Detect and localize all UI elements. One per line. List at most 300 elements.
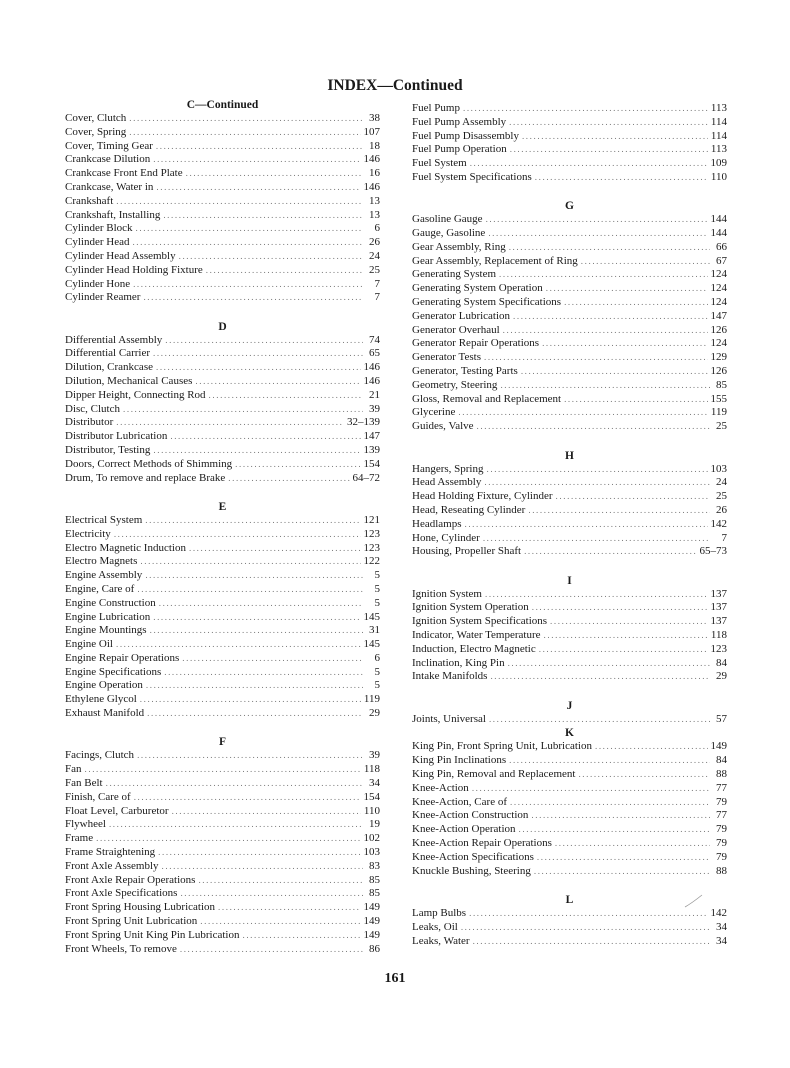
dot-leader: [469, 907, 707, 921]
entry-page-number: 155: [710, 392, 727, 405]
dot-leader: [508, 657, 710, 671]
dot-leader: [542, 337, 707, 351]
index-entry: [65, 278, 380, 292]
index-entry: [412, 227, 727, 241]
entry-page-number: 146: [363, 153, 380, 166]
dot-leader: [461, 921, 710, 935]
index-entry: [412, 921, 727, 935]
entry-label: Engine Specifications: [65, 665, 162, 678]
entry-label: Cylinder Block: [65, 222, 133, 235]
section-g-list: [412, 213, 727, 434]
dot-leader: [484, 476, 710, 490]
index-entry: [65, 458, 380, 472]
dot-leader: [153, 347, 363, 361]
index-entry: [65, 140, 380, 154]
entry-page-number: 124: [710, 268, 727, 281]
entry-page-number: 137: [710, 601, 727, 614]
entry-label: Electricity: [65, 527, 111, 540]
entry-label: Front Spring Unit King Pin Lubrication: [65, 928, 240, 941]
entry-page-number: 7: [374, 291, 380, 304]
index-entry: [412, 907, 727, 921]
entry-label: Gear Assembly, Replacement of Ring: [412, 254, 578, 267]
section-f-continued-list: [412, 102, 727, 185]
index-entry: [412, 796, 727, 810]
dot-leader: [521, 365, 708, 379]
entry-page-number: 83: [369, 859, 380, 872]
entry-label: Cover, Timing Gear: [65, 139, 153, 152]
dot-leader: [477, 420, 710, 434]
index-entry: [412, 351, 727, 365]
entry-page-number: 154: [363, 457, 380, 470]
entry-page-number: 139: [363, 444, 380, 457]
index-entry: [65, 652, 380, 666]
dot-leader: [116, 638, 361, 652]
index-entry: [65, 583, 380, 597]
index-entry: [412, 740, 727, 754]
entry-label: Generating System Operation: [412, 282, 543, 295]
dot-leader: [510, 796, 710, 810]
entry-page-number: 144: [710, 227, 727, 240]
index-entry: [65, 195, 380, 209]
entry-label: Cover, Clutch: [65, 112, 127, 124]
page-number: 161: [384, 971, 406, 986]
entry-page-number: 31: [369, 624, 380, 637]
dot-leader: [156, 361, 361, 375]
index-entry: [65, 264, 380, 278]
entry-page-number: 113: [710, 102, 727, 114]
section-heading-i: I: [567, 574, 572, 587]
index-entry: [412, 657, 727, 671]
index-entry: [412, 545, 727, 559]
entry-page-number: 66: [716, 240, 727, 253]
entry-page-number: 64–72: [352, 471, 380, 484]
entry-label: Cylinder Head Assembly: [65, 249, 176, 262]
section-heading-l: L: [565, 893, 574, 906]
entry-page-number: 39: [369, 749, 380, 762]
dot-leader: [150, 624, 363, 638]
entry-label: Generator Lubrication: [412, 309, 511, 322]
entry-label: Dilution, Mechanical Causes: [65, 375, 193, 388]
index-entry: [65, 514, 380, 528]
entry-label: Front Axle Specifications: [65, 887, 178, 900]
index-entry: [412, 865, 727, 879]
entry-page-number: 142: [710, 517, 727, 530]
dot-leader: [532, 601, 708, 615]
index-entry: [412, 629, 727, 643]
index-entry: [65, 334, 380, 348]
section-d-list: [65, 334, 380, 486]
entry-label: Front Axle Assembly: [65, 859, 159, 872]
entry-label: Knee-Action: [412, 781, 469, 794]
index-entry: [412, 171, 727, 185]
dot-leader: [116, 195, 363, 209]
index-entry: [412, 130, 727, 144]
entry-label: Engine Mountings: [65, 624, 147, 637]
index-entry: [65, 153, 380, 167]
dot-leader: [129, 112, 363, 126]
index-entry: [65, 611, 380, 625]
entry-label: Differential Assembly: [65, 333, 163, 346]
index-entry: [412, 601, 727, 615]
dot-leader: [153, 153, 360, 167]
dot-leader: [195, 375, 360, 389]
index-entry: [412, 643, 727, 657]
entry-page-number: 149: [363, 928, 380, 941]
entry-label: Disc, Clutch: [65, 402, 120, 415]
dot-leader: [137, 583, 363, 597]
entry-page-number: 86: [369, 942, 380, 955]
index-entry: [65, 763, 380, 777]
entry-page-number: 5: [374, 596, 380, 609]
entry-page-number: 7: [374, 277, 380, 290]
index-entry: [65, 569, 380, 583]
entry-label: Distributor, Testing: [65, 444, 151, 457]
entry-page-number: 126: [710, 365, 727, 378]
entry-page-number: 24: [369, 249, 380, 262]
entry-page-number: 24: [716, 476, 727, 489]
section-heading-f: F: [218, 736, 227, 749]
index-entry: [412, 282, 727, 296]
entry-label: Electrical System: [65, 513, 143, 526]
index-entry: [412, 379, 727, 393]
entry-page-number: 119: [363, 693, 380, 706]
dot-leader: [564, 296, 707, 310]
section-i-list: [412, 588, 727, 685]
entry-page-number: 5: [374, 665, 380, 678]
entry-page-number: 144: [710, 213, 727, 226]
entry-label: Fuel System: [412, 157, 467, 170]
entry-page-number: 126: [710, 323, 727, 336]
index-entry: [65, 832, 380, 846]
entry-label: Front Spring Housing Lubrication: [65, 901, 216, 914]
index-entry: [412, 490, 727, 504]
index-entry: [65, 361, 380, 375]
dot-leader: [116, 416, 344, 430]
entry-page-number: 26: [369, 236, 380, 249]
index-entry: [412, 518, 727, 532]
dot-leader: [510, 143, 708, 157]
section-e-list: [65, 514, 380, 721]
dot-leader: [522, 130, 708, 144]
index-entry: [65, 416, 380, 430]
entry-page-number: 118: [710, 629, 727, 641]
entry-label: Exhaust Manifold: [65, 707, 145, 720]
index-entry: [412, 296, 727, 310]
dot-leader: [509, 116, 708, 130]
entry-page-number: 5: [374, 569, 380, 582]
entry-page-number: 77: [716, 781, 727, 794]
entry-label: King Pin, Front Spring Unit, Lubrication: [412, 740, 592, 753]
dot-leader: [513, 310, 707, 324]
entry-page-number: 124: [710, 337, 727, 350]
dot-leader: [140, 693, 361, 707]
dot-leader: [218, 901, 360, 915]
section-c-list: [65, 112, 380, 305]
entry-page-number: 149: [710, 740, 727, 753]
section-j-list: [412, 713, 727, 727]
dot-leader: [546, 282, 708, 296]
entry-label: Knee-Action, Care of: [412, 795, 507, 808]
entry-label: Engine Oil: [65, 638, 113, 651]
index-entry: [65, 693, 380, 707]
entry-page-number: 85: [369, 887, 380, 900]
entry-label: Glycerine: [412, 406, 456, 419]
index-entry: [65, 860, 380, 874]
dot-leader: [472, 782, 710, 796]
index-entry: [65, 638, 380, 652]
index-entry: [412, 670, 727, 684]
index-entry: [65, 929, 380, 943]
entry-page-number: 137: [710, 615, 727, 628]
entry-page-number: 5: [374, 679, 380, 692]
index-entry: [412, 365, 727, 379]
entry-page-number: 6: [374, 222, 380, 235]
index-entry: [412, 463, 727, 477]
index-entry: [412, 143, 727, 157]
entry-page-number: 13: [369, 194, 380, 207]
entry-page-number: 57: [716, 712, 727, 725]
dot-leader: [153, 611, 360, 625]
dot-leader: [209, 389, 363, 403]
index-entry: [65, 472, 380, 486]
entry-label: Cylinder Head Holding Fixture: [65, 263, 203, 276]
section-heading-k: K: [565, 727, 574, 740]
index-entry: [65, 707, 380, 721]
dot-leader: [145, 514, 360, 528]
entry-page-number: 123: [363, 527, 380, 540]
index-entry: [65, 347, 380, 361]
entry-page-number: 149: [363, 914, 380, 927]
dot-leader: [490, 670, 710, 684]
dot-leader: [463, 102, 708, 116]
entry-page-number: 88: [716, 768, 727, 781]
dot-leader: [535, 171, 708, 185]
index-entry: [65, 250, 380, 264]
index-entry: [65, 236, 380, 250]
entry-label: Engine Lubrication: [65, 610, 151, 623]
index-entry: [65, 375, 380, 389]
entry-page-number: 123: [710, 642, 727, 655]
dot-leader: [145, 569, 363, 583]
index-entry: [65, 542, 380, 556]
entry-label: Fuel Pump Operation: [412, 143, 507, 156]
entry-label: Frame: [65, 832, 94, 845]
entry-label: Indicator, Water Temperature: [412, 629, 541, 641]
entry-page-number: 34: [369, 776, 380, 789]
dot-leader: [488, 227, 707, 241]
section-heading-d: D: [218, 320, 227, 333]
entry-label: Dilution, Crankcase: [65, 361, 153, 374]
dot-leader: [147, 707, 363, 721]
entry-page-number: 123: [363, 541, 380, 554]
dot-leader: [189, 542, 361, 556]
entry-page-number: 26: [716, 503, 727, 516]
entry-page-number: 67: [716, 254, 727, 267]
entry-label: Fuel Pump Disassembly: [412, 129, 519, 142]
entry-page-number: 39: [369, 402, 380, 415]
entry-page-number: 18: [369, 139, 380, 152]
dot-leader: [186, 167, 363, 181]
index-entry: [412, 116, 727, 130]
entry-label: Drum, To remove and replace Brake: [65, 471, 226, 484]
entry-page-number: 79: [716, 795, 727, 808]
section-heading-c-continued: C—Continued: [186, 99, 259, 111]
dot-leader: [85, 763, 361, 777]
entry-page-number: 114: [710, 129, 727, 142]
index-entry: [65, 846, 380, 860]
dot-leader: [106, 777, 363, 791]
index-entry: [412, 324, 727, 338]
entry-page-number: 79: [716, 850, 727, 863]
entry-label: Cylinder Hone: [65, 277, 131, 290]
dot-leader: [473, 935, 710, 949]
entry-label: Flywheel: [65, 818, 106, 831]
entry-label: Engine, Care of: [65, 582, 135, 595]
entry-page-number: 21: [369, 388, 380, 401]
entry-page-number: 147: [363, 430, 380, 443]
dot-leader: [555, 837, 710, 851]
dot-leader: [164, 666, 363, 680]
entry-label: Cylinder Head: [65, 236, 130, 249]
entry-page-number: 29: [716, 670, 727, 683]
dot-leader: [519, 823, 710, 837]
dot-leader: [489, 713, 710, 727]
index-entry: [65, 112, 380, 126]
entry-page-number: 109: [710, 157, 727, 170]
dot-leader: [132, 236, 363, 250]
entry-label: Fuel Pump Assembly: [412, 115, 507, 128]
index-entry: [65, 597, 380, 611]
entry-page-number: 65: [369, 347, 380, 360]
entry-page-number: 84: [716, 656, 727, 669]
entry-page-number: 38: [369, 112, 380, 124]
entry-label: Electro Magnets: [65, 555, 138, 568]
entry-page-number: 19: [369, 818, 380, 831]
dot-leader: [140, 555, 360, 569]
dot-leader: [156, 181, 360, 195]
index-entry: [65, 389, 380, 403]
entry-label: Generator Repair Operations: [412, 337, 540, 350]
index-entry: [65, 291, 380, 305]
entry-page-number: 113: [710, 143, 727, 156]
entry-label: King Pin, Removal and Replacement: [412, 768, 576, 781]
entry-label: Engine Operation: [65, 679, 143, 692]
section-f-list: [65, 749, 380, 956]
entry-page-number: 32–139: [347, 416, 380, 429]
dot-leader: [483, 532, 710, 546]
entry-page-number: 129: [710, 351, 727, 364]
entry-label: Dipper Height, Connecting Rod: [65, 388, 206, 401]
index-entry: [65, 915, 380, 929]
index-entry: [412, 809, 727, 823]
section-heading-j: J: [566, 699, 573, 712]
index-entry: [65, 679, 380, 693]
index-entry: [65, 444, 380, 458]
index-entry: [412, 823, 727, 837]
entry-page-number: 34: [716, 934, 727, 947]
dot-leader: [228, 472, 349, 486]
index-entry: [65, 887, 380, 901]
entry-label: Crankshaft, Installing: [65, 208, 161, 221]
dot-leader: [509, 754, 710, 768]
entry-label: Distributor: [65, 416, 114, 429]
index-entry: [65, 430, 380, 444]
entry-page-number: 146: [363, 375, 380, 388]
entry-label: Generator, Testing Parts: [412, 365, 518, 378]
index-entry: [412, 241, 727, 255]
entry-page-number: 77: [716, 809, 727, 822]
index-entry: [65, 777, 380, 791]
entry-page-number: 146: [363, 180, 380, 193]
entry-page-number: 29: [369, 707, 380, 720]
entry-page-number: 13: [369, 208, 380, 221]
dot-leader: [509, 241, 710, 255]
entry-label: Generator Overhaul: [412, 323, 500, 336]
entry-label: Knee-Action Operation: [412, 823, 516, 836]
entry-page-number: 119: [710, 406, 727, 419]
section-l-list: [412, 907, 727, 948]
entry-page-number: 88: [716, 864, 727, 877]
entry-label: Ignition System Operation: [412, 601, 529, 614]
dot-leader: [578, 768, 710, 782]
entry-page-number: 121: [363, 513, 380, 526]
dot-leader: [486, 213, 708, 227]
entry-label: Generator Tests: [412, 351, 481, 364]
entry-label: Crankshaft: [65, 194, 114, 207]
entry-label: Cylinder Reamer: [65, 291, 141, 304]
entry-label: Engine Construction: [65, 596, 156, 609]
dot-leader: [200, 915, 360, 929]
index-entry: [65, 901, 380, 915]
entry-page-number: 124: [710, 282, 727, 295]
index-entry: [65, 222, 380, 236]
index-entry: [65, 818, 380, 832]
entry-page-number: 149: [363, 901, 380, 914]
index-entry: [65, 874, 380, 888]
entry-label: Ignition System Specifications: [412, 615, 548, 628]
index-entry: [412, 532, 727, 546]
entry-page-number: 142: [710, 906, 727, 919]
section-k-list: [412, 740, 727, 878]
dot-leader: [484, 351, 708, 365]
dot-leader: [485, 588, 708, 602]
index-entry: [65, 624, 380, 638]
entry-page-number: 145: [363, 610, 380, 623]
left-column: [65, 98, 380, 956]
dot-leader: [500, 379, 710, 393]
entry-page-number: 7: [721, 531, 727, 544]
entry-label: Electro Magnetic Induction: [65, 541, 186, 554]
dot-leader: [114, 528, 361, 542]
entry-page-number: 5: [374, 582, 380, 595]
index-entry: [65, 666, 380, 680]
entry-label: King Pin Inclinations: [412, 754, 507, 767]
index-entry: [412, 337, 727, 351]
index-entry: [65, 181, 380, 195]
entry-label: Knuckle Bushing, Steering: [412, 864, 531, 877]
index-entry: [412, 157, 727, 171]
index-entry: [412, 615, 727, 629]
entry-label: Induction, Electro Magnetic: [412, 642, 536, 655]
index-entry: [412, 213, 727, 227]
dot-leader: [537, 851, 710, 865]
dot-leader: [136, 222, 363, 236]
index-entry: [412, 768, 727, 782]
entry-label: Joints, Universal: [412, 712, 486, 725]
dot-leader: [235, 458, 360, 472]
dot-leader: [531, 809, 710, 823]
entry-label: Differential Carrier: [65, 347, 151, 360]
